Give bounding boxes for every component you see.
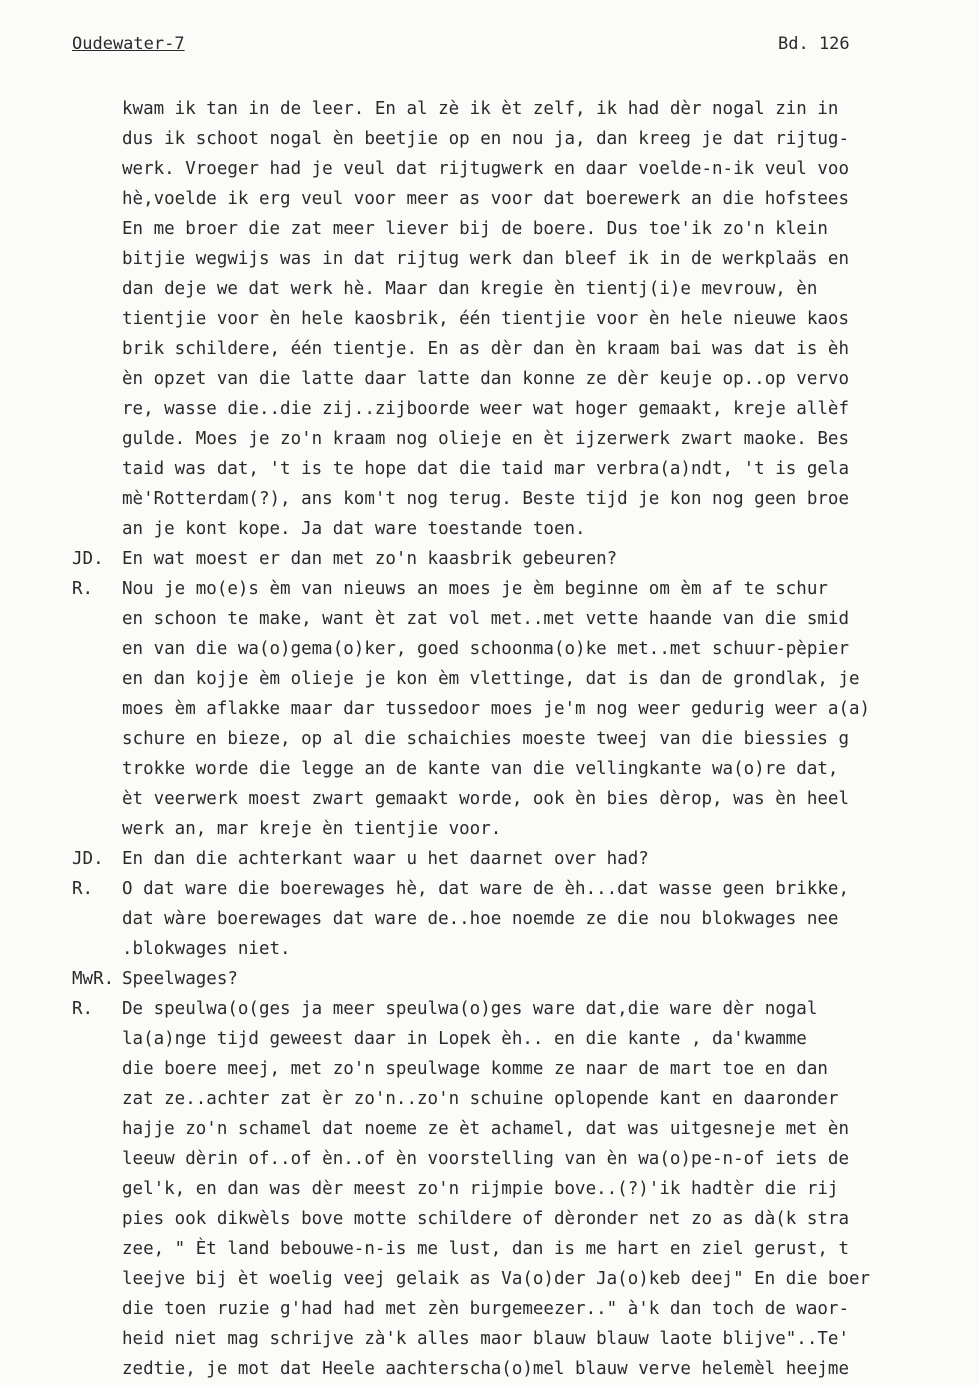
document-reference: Oudewater-7 [72, 34, 185, 54]
transcript-line [0, 154, 979, 184]
transcript-line [0, 544, 979, 574]
transcript-line [0, 1264, 979, 1294]
transcript-line [0, 184, 979, 214]
transcript-line [0, 844, 979, 874]
transcript-body [0, 94, 979, 1384]
line-text: trokke worde die legge an de kante van die vellingkante wa(o)re dat, [122, 759, 839, 779]
transcript-line [0, 124, 979, 154]
line-text: en schoon te make, want èt zat vol met..met vette haande van die smid [122, 609, 849, 629]
page-number: Bd. 126 [778, 34, 850, 54]
line-text: En wat moest er dan met zo'n kaasbrik gebeuren? [122, 549, 618, 569]
line-text: Nou je mo(e)s èm van nieuws an moes je èm beginne om èm af te schur [122, 579, 828, 599]
line-text: la(a)nge tijd geweest daar in Lopek èh.. en die kante , da'kwamme [122, 1029, 807, 1049]
transcript-line [0, 964, 979, 994]
transcript-line [0, 934, 979, 964]
transcript-line [0, 394, 979, 424]
transcript-line [0, 94, 979, 124]
line-text: kwam ik tan in de leer. En al zè ik èt zelf, ik had dèr nogal zin in [122, 99, 839, 119]
transcript-line [0, 604, 979, 634]
line-text: die boere meej, met zo'n speulwage komme ze naar de mart toe en dan [122, 1059, 828, 1079]
line-text: hajje zo'n schamel dat noeme ze èt achamel, dat was uitgesneje met èn [122, 1119, 849, 1139]
line-text: taid was dat, 't is te hope dat die taid mar verbra(a)ndt, 't is gela [122, 459, 849, 479]
transcript-line [0, 424, 979, 454]
transcript-line [0, 664, 979, 694]
speaker-label: R. [72, 879, 94, 899]
line-text: O dat ware die boerewages hè, dat ware de èh...dat wasse geen brikke, [122, 879, 849, 899]
line-text: dan deje we dat werk hè. Maar dan kregie èn tientj(i)e mevrouw, èn [122, 279, 818, 299]
speaker-label: MwR. [72, 969, 115, 989]
transcript-line [0, 334, 979, 364]
line-text: leejve bij èt woelig veej gelaik as Va(o)der Ja(o)keb deej" En die boer [122, 1269, 871, 1289]
line-text: dat wàre boerewages dat ware de..hoe noemde ze die nou blokwages nee [122, 909, 839, 929]
transcript-line [0, 214, 979, 244]
line-text: zee, " Èt land bebouwe-n-is me lust, dan is me hart en ziel gerust, t [122, 1239, 849, 1259]
line-text: gel'k, en dan was dèr meest zo'n rijmpie bove..(?)'ik hadtèr die rij [122, 1179, 839, 1199]
line-text: En dan die achterkant waar u het daarnet over had? [122, 849, 649, 869]
transcript-line [0, 904, 979, 934]
line-text: re, wasse die..die zij..zijboorde weer wat hoger gemaakt, kreje allèf [122, 399, 849, 419]
transcript-line [0, 514, 979, 544]
transcript-line [0, 1324, 979, 1354]
line-text: hè,voelde ik erg veul voor meer as voor dat boerewerk an die hofstees [122, 189, 849, 209]
line-text: dus ik schoot nogal èn beetjie op en nou ja, dan kreeg je dat rijtug- [122, 129, 849, 149]
transcript-line [0, 574, 979, 604]
speaker-label: R. [72, 999, 94, 1019]
transcript-line [0, 724, 979, 754]
transcript-line [0, 874, 979, 904]
line-text: gulde. Moes je zo'n kraam nog olieje en èt ijzerwerk zwart maoke. Bes [122, 429, 849, 449]
transcript-line [0, 694, 979, 724]
line-text: èt veerwerk moest zwart gemaakt worde, ook èn bies dèrop, was èn heel [122, 789, 849, 809]
transcript-line [0, 1204, 979, 1234]
line-text: zedtie, je mot dat Heele aachterscha(o)mel blauw verve helemèl heejme [122, 1359, 849, 1379]
line-text: en dan kojje èm olieje je kon èm vlettinge, dat is dan de grondlak, je [122, 669, 860, 689]
transcript-line [0, 1114, 979, 1144]
transcript-line [0, 1084, 979, 1114]
transcript-line [0, 484, 979, 514]
speaker-label: R. [72, 579, 94, 599]
page-header [72, 34, 979, 60]
line-text: werk. Vroeger had je veul dat rijtugwerk en daar voelde-n-ik veul voo [122, 159, 849, 179]
transcript-line [0, 244, 979, 274]
line-text: brik schildere, één tientje. En as dèr dan èn kraam bai was dat is èh [122, 339, 849, 359]
line-text: èn opzet van die latte daar latte dan konne ze dèr keuje op..op vervo [122, 369, 849, 389]
line-text: heid niet mag schrijve zà'k alles maor blauw blauw laote blijve"..Te' [122, 1329, 849, 1349]
transcript-line [0, 754, 979, 784]
line-text: .blokwages niet. [122, 939, 291, 959]
transcript-line [0, 454, 979, 484]
transcript-line [0, 364, 979, 394]
transcript-line [0, 274, 979, 304]
line-text: pies ook dikwèls bove motte schildere of dèronder net zo as dà(k stra [122, 1209, 849, 1229]
transcript-line [0, 784, 979, 814]
transcript-line [0, 1054, 979, 1084]
line-text: tientjie voor èn hele kaosbrik, één tientjie voor èn hele nieuwe kaos [122, 309, 849, 329]
speaker-label: JD. [72, 549, 104, 569]
transcript-line [0, 1024, 979, 1054]
transcript-line [0, 1234, 979, 1264]
transcript-line [0, 994, 979, 1024]
speaker-label: JD. [72, 849, 104, 869]
transcript-line [0, 814, 979, 844]
transcript-line [0, 1144, 979, 1174]
line-text: leeuw dèrin of..of èn..of èn voorstelling van èn wa(o)pe-n-of iets de [122, 1149, 849, 1169]
transcript-line [0, 1354, 979, 1384]
line-text: zat ze..achter zat èr zo'n..zo'n schuine oplopende kant en daaronder [122, 1089, 839, 1109]
line-text: moes èm aflakke maar dar tussedoor moes je'm nog weer gedurig weer a(a) [122, 699, 871, 719]
line-text: mè'Rotterdam(?), ans kom't nog terug. Beste tijd je kon nog geen broe [122, 489, 849, 509]
line-text: en van die wa(o)gema(o)ker, goed schoonma(o)ke met..met schuur-pèpier [122, 639, 849, 659]
transcript-line [0, 304, 979, 334]
line-text: Speelwages? [122, 969, 238, 989]
line-text: die toen ruzie g'had had met zèn burgemeezer.." à'k dan toch de waor- [122, 1299, 849, 1319]
transcript-line [0, 1294, 979, 1324]
line-text: schure en bieze, op al die schaichies moeste tweej van die biessies g [122, 729, 849, 749]
transcript-line [0, 634, 979, 664]
line-text: werk an, mar kreje èn tientjie voor. [122, 819, 502, 839]
transcript-line [0, 1174, 979, 1204]
line-text: En me broer die zat meer liever bij de boere. Dus toe'ik zo'n klein [122, 219, 828, 239]
line-text: bitjie wegwijs was in dat rijtug werk dan bleef ik in de werkplaäs en [122, 249, 849, 269]
line-text: De speulwa(o(ges ja meer speulwa(o)ges ware dat,die ware dèr nogal [122, 999, 818, 1019]
line-text: an je kont kope. Ja dat ware toestande toen. [122, 519, 586, 539]
